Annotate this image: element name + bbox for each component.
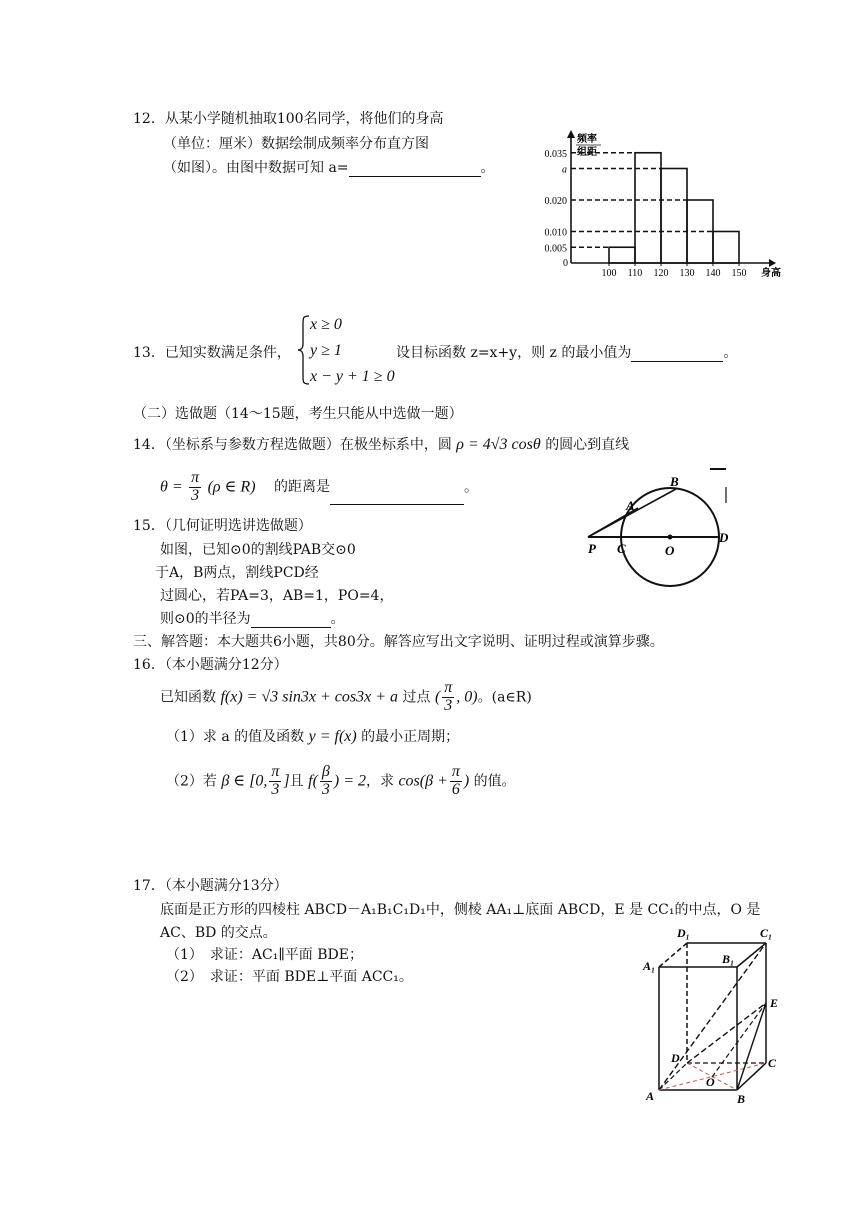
origin-label: 0 [563, 258, 568, 269]
label-p: P [588, 541, 596, 556]
q14-prefix: 14．（坐标系与参数方程选做题）在极坐标系中，圆 [133, 437, 452, 453]
histogram-bar [661, 169, 687, 264]
label-a1: A₁ [643, 959, 656, 973]
q15-line2: 如图，已知⊙0的割线PAB交⊙0 [160, 542, 356, 558]
q14-theta: θ = [160, 478, 183, 496]
label-a: A [626, 498, 635, 513]
q16-point-three: 3 [444, 696, 453, 714]
q16-p2-six: 6 [451, 780, 460, 798]
q16-p2-prefix: （2）若 [166, 773, 217, 790]
q13-objective: 设目标函数 z=x+y，则 z 的最小值为 [396, 345, 632, 361]
q16-p2-eq: ) = 2 [333, 772, 366, 790]
q14-suffix: 的圆心到直线 [545, 437, 630, 453]
label-b: B [737, 1092, 746, 1105]
label-o: O [665, 543, 675, 558]
y-tick-label: a [562, 164, 567, 176]
label-d: D [671, 1051, 680, 1065]
q14-cond: (ρ ∈ R) [207, 478, 256, 496]
q16-given [160, 680, 532, 715]
q16-p2-f: f( [308, 772, 318, 790]
y-axis-arrow-icon [567, 130, 575, 138]
section3-heading: 三、解答题：本大题共6小题，共80分。解答应写出文字说明、证明过程或演算步骤。 [133, 634, 664, 650]
x-tick-label: 140 [705, 268, 721, 279]
q13-prefix: 13．已知实数满足条件， [133, 345, 291, 361]
q16-point-open: ( [434, 688, 441, 706]
histogram-bar [635, 153, 661, 263]
q16-p2-end: 的值。 [473, 773, 516, 790]
q17-line2: AC、BD 的交点。 [160, 925, 277, 941]
q16-p2-close: ] [283, 772, 290, 790]
label-e: E [770, 996, 779, 1010]
label-c: C [768, 1056, 777, 1070]
q16-given-prefix: 已知函数 [160, 689, 216, 706]
q17-part1: （1） 求证：AC₁∥平面 BDE； [166, 947, 363, 963]
q14-end: 。 [463, 479, 478, 496]
section-optional-heading: （二）选做题（14～15题，考生只能从中选做一题） [133, 406, 463, 422]
seg-oe [712, 1003, 766, 1077]
label-c1: C₁ [760, 926, 773, 940]
q15-line4: 过圆心，若PA=3，AB=1，PO=4， [160, 588, 394, 604]
x-axis-title: 身高 [761, 268, 781, 279]
frequency-histogram [535, 128, 785, 288]
q14-line2-suffix: 的距离是 [273, 479, 330, 496]
label-b: B [670, 474, 679, 489]
q15-answer-blank[interactable] [251, 613, 331, 628]
x-tick-label: 130 [679, 268, 695, 279]
q13-condition-2: y ≥ 1 [310, 342, 342, 359]
q14-pi-over-3 [189, 470, 201, 505]
q15-end: 。 [330, 611, 345, 627]
q16-p2-tail: ) [463, 772, 470, 790]
label-d1: D₁ [677, 926, 690, 940]
q16-p2-cos: cos(β + [398, 772, 448, 790]
q15-line3: 于A，B两点，割线PCD经 [155, 565, 319, 581]
x-axis-arrow-icon [769, 259, 776, 267]
q13-answer-blank[interactable] [631, 347, 723, 362]
q12-end: 。 [480, 160, 495, 176]
x-tick-label: 110 [627, 268, 643, 279]
q15-prompt: 则⊙0的半径为 [160, 611, 251, 627]
q16-p2-frac1 [269, 764, 281, 799]
q12-answer-blank[interactable] [349, 162, 481, 177]
q17-title: 17．（本小题满分13分） [133, 878, 288, 894]
q16-point-rest: , 0) [456, 688, 478, 706]
q15-line5 [160, 608, 345, 628]
q14-answer-blank[interactable] [330, 490, 464, 505]
q16-p2-beta: β ∈ [0, [221, 772, 268, 790]
y-axis-title-top: 频率 [577, 134, 597, 145]
q16-point-frac [442, 680, 454, 715]
q16-title: 16．（本小题满分12分） [133, 657, 288, 673]
secant-circle-figure [580, 465, 740, 590]
q16-pass: 过点 [402, 689, 431, 706]
x-tick-label: 100 [601, 268, 617, 279]
histogram-bar [609, 247, 635, 263]
center-point-o [668, 535, 673, 540]
q14-equation: ρ = 4√3 cosθ [456, 436, 541, 453]
q17-line1: 底面是正方形的四棱柱 ABCD－A₁B₁C₁D₁中，侧棱 AA₁⊥底面 ABCD，E 是 CC₁的中点，O 是 [160, 902, 761, 918]
label-c: C [617, 541, 626, 556]
q16-p1-func: y = f(x) [308, 728, 357, 745]
label-o: O [706, 1075, 715, 1089]
q12-line1: 12．从某小学随机抽取100名同学，将他们的身高 [133, 111, 444, 127]
y-tick-label: 0.010 [544, 227, 567, 239]
y-axis-title-bottom: 组距 [577, 147, 597, 158]
q16-p2-frac2 [320, 764, 332, 799]
q16-p2-beta-num: β [321, 763, 330, 780]
q16-p1-suffix: 的最小正周期； [361, 729, 460, 745]
q14-three: 3 [191, 486, 200, 504]
prism-figure [640, 925, 790, 1105]
q13-condition-3: x − y + 1 ≥ 0 [310, 368, 395, 385]
q16-part1 [166, 726, 459, 746]
q16-p1-prefix: （1）求 a 的值及函数 [166, 729, 305, 745]
seg-de [687, 1003, 766, 1063]
y-tick-label: 0.020 [544, 196, 567, 207]
q16-p2-pi1: π [271, 763, 280, 780]
q16-p2-ask: ，求 [366, 773, 394, 790]
x-tick-label: 150 [731, 268, 747, 279]
q16-part2 [166, 764, 516, 799]
q12-line3 [163, 157, 495, 177]
label-b1: B₁ [722, 952, 735, 966]
label-a: A [646, 1089, 655, 1103]
q17-part2: （2） 求证：平面 BDE⊥平面 ACC₁。 [166, 969, 413, 985]
label-d: D [719, 530, 729, 545]
brace-icon [297, 314, 311, 386]
y-tick-label: 0.035 [544, 148, 567, 160]
edge-ad [659, 1063, 687, 1090]
q16-function: f(x) = √3 sin3x + cos3x + a [220, 688, 399, 706]
q16-p2-three1: 3 [271, 780, 280, 798]
q16-p2-and: 且 [289, 773, 304, 790]
q13-objective-line [396, 342, 737, 362]
histogram-bar [713, 232, 739, 264]
q16-domain-note: 。(a∈R) [477, 689, 532, 706]
y-tick-label: 0.005 [544, 243, 567, 255]
q12-prompt: （如图）。由图中数据可知 a= [163, 160, 349, 176]
q16-p2-three2: 3 [321, 780, 330, 798]
q13-condition-1: x ≥ 0 [310, 316, 342, 333]
q16-p2-pi3: π [451, 763, 460, 780]
x-tick-label: 120 [653, 268, 669, 279]
q15-line1: 15．（几何证明选讲选做题） [133, 518, 312, 534]
q16-point-pi: π [444, 679, 453, 696]
q14-line1 [133, 434, 629, 454]
q12-line2: （单位：厘米）数据绘制成频率分布直方图 [163, 136, 429, 152]
q14-line2 [160, 470, 478, 505]
q13-end: 。 [723, 345, 738, 361]
q16-p2-frac3 [450, 764, 462, 799]
edge-a1d1 [659, 943, 687, 967]
q14-pi: π [191, 469, 200, 486]
histogram-plot [545, 130, 782, 279]
diag-ac1 [659, 943, 766, 1090]
